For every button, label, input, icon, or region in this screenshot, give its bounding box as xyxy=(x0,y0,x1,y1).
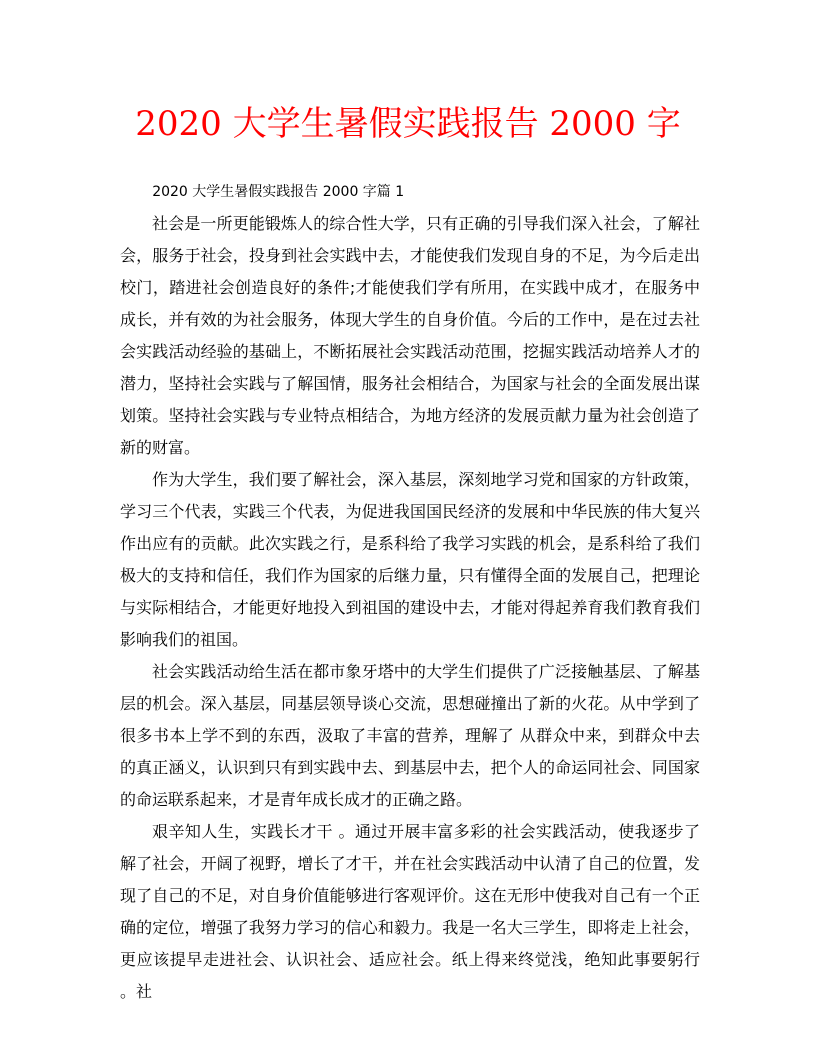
paragraph: 艰辛知人生，实践长才干 。通过开展丰富多彩的社会实践活动，使我逐步了解了社会，开阔了视野，增长了才干，并在社会实践活动中认清了自己的位置，发现了自己的不足，对自身价值能够进行客观评价。这在无形中使我对自己有一个正确的定位，增强了我努力学习的信心和毅力。我是一名大三学生，即将走上社会，更应该提早走进社会、认识社会、适应社会。纸上得来终觉浅，绝知此事要躬行 。社 xyxy=(120,822,700,1001)
paragraph: 社会是一所更能锻炼人的综合性大学，只有正确的引导我们深入社会，了解社会，服务于社会，投身到社会实践中去，才能使我们发现自身的不足，为今后走出校门，踏进社会创造良好的条件;才能使我们学有所用，在实践中成才，在服务中成长，并有效的为社会服务，体现大学生的自身价值。今后的工作中，是在过去社会实践活动经验的基础上，不断拓展社会实践活动范围，挖掘实践活动培养人才的潜力，坚持社会实践与了解国情，服务社会相结合，为国家与社会的全面发展出谋划策。坚持社会实践与专业特点相结合，为地方经济的发展贡献力量为社会创造了新的财富。 xyxy=(120,214,700,457)
paragraph: 社会实践活动给生活在都市象牙塔中的大学生们提供了广泛接触基层、了解基层的机会。深入基层，同基层领导谈心交流，思想碰撞出了新的火花。从中学到了很多书本上学不到的东西，汲取了丰富的营养，理解了 从群众中来，到群众中去的真正涵义，认识到只有到实践中去、到基层中去，把个人的命运同社会、同国家的命运联系起来，才是青年成长成才的正确之路。 xyxy=(120,662,700,809)
document-body xyxy=(120,176,700,1008)
section-heading: 2020 大学生暑假实践报告 2000 字篇 1 xyxy=(152,184,405,200)
paragraph: 作为大学生，我们要了解社会，深入基层，深刻地学习党和国家的方针政策，学习三个代表，实践三个代表，为促进我国国民经济的发展和中华民族的伟大复兴作出应有的贡献。此次实践之行，是系科给了我学习实践的机会，是系科给了我们极大的支持和信任，我们作为国家的后继力量，只有懂得全面的发展自己，把理论与实际相结合，才能更好地投入到祖国的建设中去，才能对得起养育我们教育我们影响我们的祖国。 xyxy=(120,470,700,649)
document-title: 2020 大学生暑假实践报告 2000 字 xyxy=(135,104,681,144)
